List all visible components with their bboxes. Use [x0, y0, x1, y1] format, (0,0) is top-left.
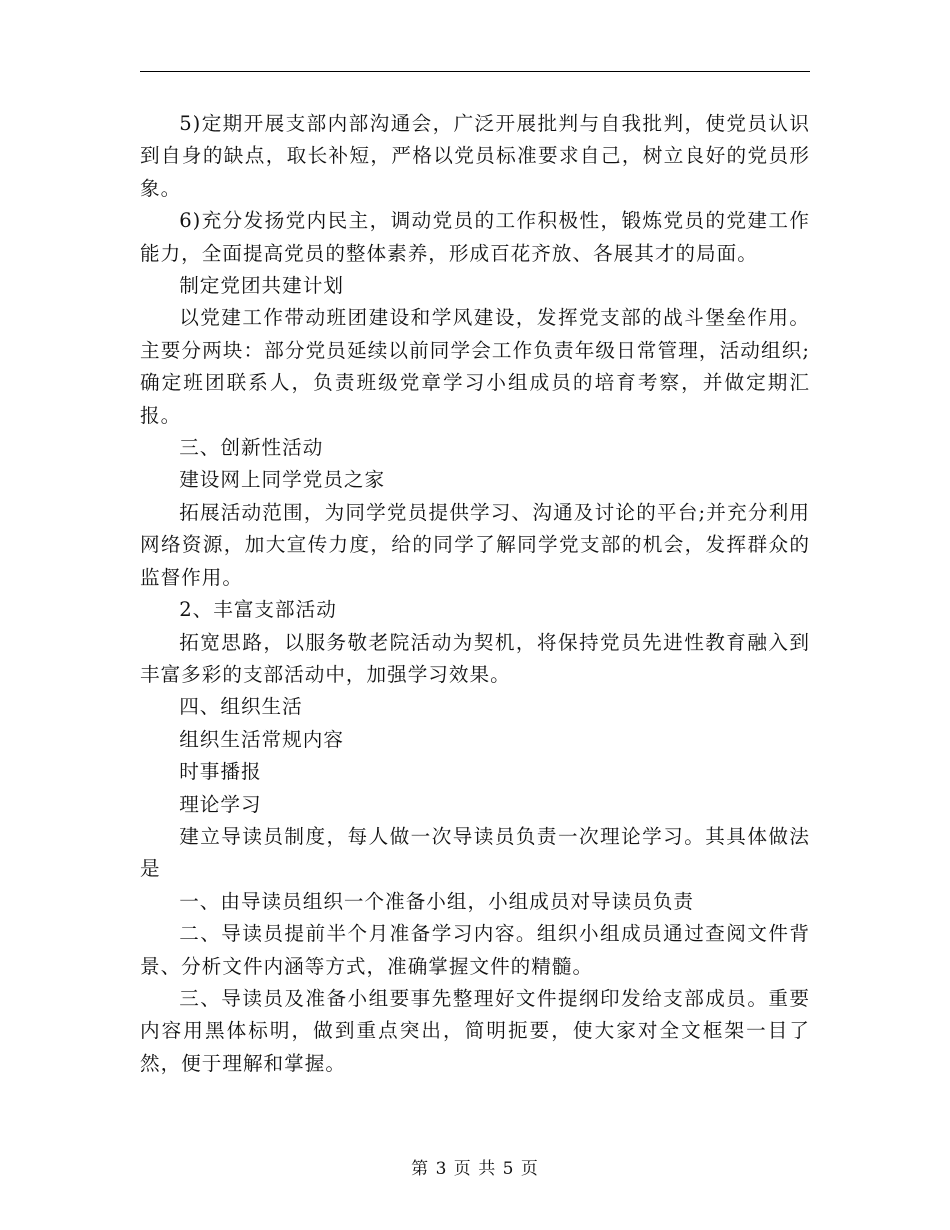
paragraph-6-democracy: 6)充分发扬党内民主，调动党员的工作积极性，锻炼党员的党建工作能力，全面提高党员的整体素养，形成百花齐放、各展其才的局面。 [140, 209, 810, 265]
heading-enrich-activities: 2、丰富支部活动 [179, 598, 337, 622]
paragraph-5-communication: 5)定期开展支部内部沟通会，广泛开展批判与自我批判，使党员认识到自身的缺点，取长补短，严格以党员标准要求自己，树立良好的党员形象。 [140, 112, 810, 200]
header-rule [140, 71, 810, 72]
page-number-footer: 第 3 页 共 5 页 [411, 1159, 539, 1179]
document-body [140, 108, 810, 1080]
heading-party-league-plan: 制定党团共建计划 [179, 274, 344, 298]
heading-online-home: 建设网上同学党员之家 [179, 468, 386, 492]
paragraph-online-home: 拓展活动范围，为同学党员提供学习、沟通及讨论的平台;并充分利用网络资源，加大宣传力度，给的同学了解同学党支部的机会，发挥群众的监督作用。 [140, 500, 810, 589]
paragraph-step-three: 三、导读员及准备小组要事先整理好文件提纲印发给支部成员。重要内容用黑体标明，做到重点突出，简明扼要，使大家对全文框架一目了然，便于理解和掌握。 [140, 986, 810, 1075]
heading-innovative-activities: 三、创新性活动 [179, 436, 324, 460]
paragraph-party-league-plan: 以党建工作带动班团建设和学风建设，发挥党支部的战斗堡垒作用。主要分两块：部分党员延续以前同学会工作负责年级日常管理，活动组织;确定班团联系人，负责班级党章学习小组成员的培育考察，并做定期汇报。 [140, 306, 810, 427]
paragraph-step-two: 二、导读员提前半个月准备学习内容。组织小组成员通过查阅文件背景、分析文件内涵等方式，准确掌握文件的精髓。 [140, 922, 810, 978]
heading-theory-study: 理论学习 [179, 792, 262, 816]
heading-news-broadcast: 时事播报 [179, 760, 262, 784]
paragraph-guide-system: 建立导读员制度，每人做一次导读员负责一次理论学习。其具体做法是 [140, 824, 810, 881]
heading-organizational-life: 四、组织生活 [179, 695, 303, 719]
paragraph-step-one: 一、由导读员组织一个准备小组，小组成员对导读员负责 [179, 889, 695, 913]
paragraph-enrich-activities: 拓宽思路，以服务敬老院活动为契机，将保持党员先进性教育融入到丰富多彩的支部活动中，加强学习效果。 [140, 630, 810, 686]
heading-routine-content: 组织生活常规内容 [179, 727, 344, 751]
